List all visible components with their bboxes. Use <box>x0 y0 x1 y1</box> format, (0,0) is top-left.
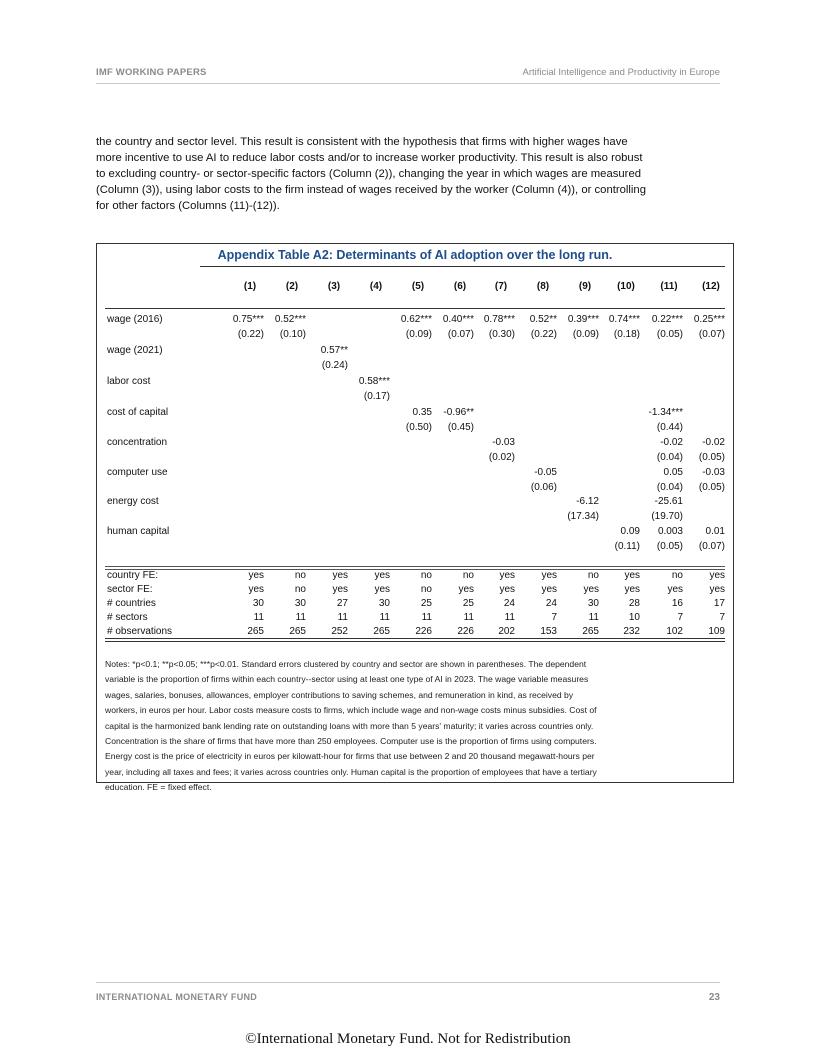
std-error-cell: (0.07) <box>698 329 725 340</box>
std-error-cell: (0.17) <box>363 391 390 402</box>
column-header: (7) <box>494 281 508 292</box>
stat-cell: no <box>587 570 599 581</box>
note-line: workers, in euros per hour. Labor costs measure costs to firms, which include wage and non-wage costs minus subsidies. Cost of <box>105 705 597 716</box>
coefficient-cell: -0.05 <box>534 467 557 478</box>
stat-cell: 17 <box>713 598 725 609</box>
stat-cell: no <box>420 570 432 581</box>
stat-cell: 7 <box>719 612 725 623</box>
coefficient-cell: 0.01 <box>705 526 725 537</box>
coefficient-cell: -0.96** <box>443 407 474 418</box>
stat-cell: no <box>294 584 306 595</box>
table-title: Appendix Table A2: Determinants of AI adoption over the long run. <box>217 248 613 262</box>
stat-cell: 30 <box>587 598 599 609</box>
stat-cell: yes <box>541 584 557 595</box>
stat-cell: 25 <box>420 598 432 609</box>
table-notes <box>105 657 727 796</box>
stat-cell: 265 <box>289 626 306 637</box>
stat-cell: 153 <box>540 626 557 637</box>
stat-cell: 7 <box>551 612 557 623</box>
row-label: cost of capital <box>107 407 169 418</box>
stat-cell: yes <box>374 584 390 595</box>
coefficient-cell: 0.78*** <box>483 314 515 325</box>
stat-cell: 11 <box>337 612 348 623</box>
std-error-cell: (0.24) <box>321 360 348 371</box>
stat-cell: yes <box>624 570 640 581</box>
std-error-cell: (0.04) <box>656 452 683 463</box>
std-error-cell: (0.50) <box>405 422 432 433</box>
copyright-notice: ©International Monetary Fund. Not for Redistribution <box>245 1031 571 1047</box>
stat-label: sector FE: <box>107 584 153 595</box>
coefficient-cell: 0.05 <box>663 467 683 478</box>
row-label: computer use <box>107 467 168 478</box>
note-line: capital is the harmonized bank lending rate on outstanding loans with more than 5 years' maturity; it varies across countries only. <box>105 720 594 731</box>
column-header: (2) <box>285 281 299 292</box>
stat-cell: 16 <box>671 598 683 609</box>
header-rule-bottom <box>105 308 725 309</box>
stat-cell: yes <box>667 584 683 595</box>
regression-table <box>96 243 734 793</box>
stat-cell: 24 <box>503 598 515 609</box>
stat-cell: 30 <box>294 598 306 609</box>
body-line: more incentive to use AI to reduce labor costs and/or to increase worker productivity. This result is also robust <box>96 152 643 164</box>
stat-cell: no <box>671 570 683 581</box>
stat-cell: yes <box>499 570 515 581</box>
stat-cell: 265 <box>247 626 264 637</box>
stat-cell: 7 <box>677 612 683 623</box>
stat-cell: 265 <box>582 626 599 637</box>
notes-top-rule <box>105 641 725 642</box>
coefficient-cell: 0.62*** <box>400 314 432 325</box>
stat-cell: yes <box>332 570 348 581</box>
coef-section-rule <box>105 566 725 567</box>
column-header: (11) <box>660 281 678 292</box>
column-header: (3) <box>327 281 341 292</box>
page-number: 23 <box>708 992 720 1003</box>
coefficient-cell: -25.61 <box>654 496 683 507</box>
coefficient-cell: 0.22*** <box>651 314 683 325</box>
coefficient-cell: 0.52** <box>529 314 557 325</box>
std-error-cell: (0.30) <box>488 329 515 340</box>
note-line: wages, salaries, bonuses, allowances, employer contributions to saving schemes, and remuneration in kind, as received by <box>105 689 574 700</box>
coefficient-cell: 0.35 <box>412 407 432 418</box>
title-underline <box>200 266 725 267</box>
std-error-cell: (19.70) <box>651 511 683 522</box>
coefficient-cell: 0.75*** <box>232 314 264 325</box>
column-header: (9) <box>578 281 592 292</box>
stat-cell: 11 <box>421 612 432 623</box>
std-error-cell: (0.07) <box>447 329 474 340</box>
stat-cell: 28 <box>628 598 640 609</box>
row-label: energy cost <box>107 496 159 507</box>
stat-cell: yes <box>624 584 640 595</box>
stat-cell: 11 <box>504 612 515 623</box>
body-line: the country and sector level. This result is consistent with the hypothesis that firms with higher wages have <box>96 136 628 148</box>
column-header: (6) <box>453 281 467 292</box>
std-error-cell: (17.34) <box>567 511 599 522</box>
std-error-cell: (0.18) <box>613 329 640 340</box>
stat-cell: yes <box>374 570 390 581</box>
stat-cell: 25 <box>462 598 474 609</box>
std-error-cell: (0.45) <box>447 422 474 433</box>
stat-cell: 11 <box>253 612 264 623</box>
stat-cell: yes <box>709 584 725 595</box>
row-label: human capital <box>107 526 170 537</box>
row-label: concentration <box>107 437 168 448</box>
body-line: to excluding country- or sector-specific factors (Column (2)), changing the year in which wages are measured <box>96 168 642 180</box>
std-error-cell: (0.05) <box>698 452 725 463</box>
stat-cell: no <box>294 570 306 581</box>
stat-cell: 252 <box>331 626 348 637</box>
note-line: variable is the proportion of firms within each country--sector using at least one type of AI in 2023. The wage variable measures <box>105 674 589 685</box>
stat-cell: 27 <box>336 598 348 609</box>
stat-cell: 24 <box>545 598 557 609</box>
stat-cell: 265 <box>373 626 390 637</box>
std-error-cell: (0.05) <box>656 329 683 340</box>
stat-cell: 11 <box>463 612 474 623</box>
stats-bottom-rule <box>105 638 725 639</box>
stat-cell: 11 <box>379 612 390 623</box>
column-header: (4) <box>369 281 383 292</box>
column-header: (12) <box>702 281 720 292</box>
note-line: Energy cost is the price of electricity in euros per kilowatt-hour for firms that use between 2 and 20 thousand megawatt-hours per <box>105 751 595 762</box>
stat-cell: yes <box>248 570 264 581</box>
coefficient-cell: -0.02 <box>660 437 683 448</box>
footer-rule <box>96 982 720 983</box>
std-error-cell: (0.22) <box>237 329 264 340</box>
stat-cell: 226 <box>415 626 432 637</box>
note-line: education. FE = fixed effect. <box>105 782 212 793</box>
stat-label: # observations <box>107 626 173 637</box>
body-line: (Column (3)), using labor costs to the firm instead of wages received by the worker (Column (4)), or controlling <box>96 184 647 196</box>
stat-label: # sectors <box>107 612 148 623</box>
coefficient-cell: 0.40*** <box>442 314 474 325</box>
stat-label: # countries <box>107 598 156 609</box>
running-header-right: Artificial Intelligence and Productivity in Europe <box>522 67 720 78</box>
stat-cell: 11 <box>588 612 599 623</box>
stat-cell: yes <box>541 570 557 581</box>
stat-cell: yes <box>248 584 264 595</box>
footer-left: INTERNATIONAL MONETARY FUND <box>96 992 258 1002</box>
std-error-cell: (0.22) <box>530 329 557 340</box>
stat-cell: yes <box>583 584 599 595</box>
row-label: wage (2016) <box>107 314 163 325</box>
stat-cell: 202 <box>498 626 515 637</box>
column-header: (1) <box>243 281 257 292</box>
coefficient-cell: -0.03 <box>492 437 515 448</box>
stat-cell: 10 <box>628 612 640 623</box>
body-line: for other factors (Columns (11)-(12)). <box>96 200 280 212</box>
column-header: (10) <box>617 281 635 292</box>
coefficient-cell: -0.03 <box>702 467 725 478</box>
std-error-cell: (0.07) <box>698 541 725 552</box>
std-error-cell: (0.05) <box>698 482 725 493</box>
stat-cell: yes <box>332 584 348 595</box>
note-line: Concentration is the share of firms that have more than 250 employees. Computer use is the proportion of firms using computers. <box>105 736 597 747</box>
stat-cell: 30 <box>252 598 264 609</box>
coefficient-cell: -1.34*** <box>648 407 683 418</box>
std-error-cell: (0.05) <box>656 541 683 552</box>
stat-cell: 30 <box>378 598 390 609</box>
stat-cell: 232 <box>623 626 640 637</box>
stat-cell: yes <box>499 584 515 595</box>
std-error-cell: (0.44) <box>656 422 683 433</box>
std-error-cell: (0.02) <box>488 452 515 463</box>
note-line: year, including all taxes and fees; it varies across countries only. Human capital is the proportion of employees that have a tertiary <box>105 766 597 777</box>
stat-label: country FE: <box>107 570 159 581</box>
std-error-cell: (0.09) <box>405 329 432 340</box>
std-error-cell: (0.11) <box>614 541 640 552</box>
coefficient-cell: -6.12 <box>576 496 599 507</box>
std-error-cell: (0.04) <box>656 482 683 493</box>
stat-cell: yes <box>458 584 474 595</box>
std-error-cell: (0.09) <box>572 329 599 340</box>
body-paragraph <box>96 134 720 214</box>
header-rule <box>96 83 720 84</box>
stat-cell: yes <box>709 570 725 581</box>
coefficient-cell: 0.58*** <box>358 376 390 387</box>
running-header-left: IMF WORKING PAPERS <box>96 67 207 78</box>
std-error-cell: (0.10) <box>279 329 306 340</box>
stat-cell: no <box>420 584 432 595</box>
coefficient-cell: 0.57** <box>320 345 348 356</box>
row-label: wage (2021) <box>107 345 163 356</box>
coefficient-cell: 0.39*** <box>567 314 599 325</box>
coefficient-cell: -0.02 <box>702 437 725 448</box>
coefficient-cell: 0.09 <box>620 526 640 537</box>
std-error-cell: (0.06) <box>530 482 557 493</box>
coefficient-cell: 0.74*** <box>608 314 640 325</box>
row-label: labor cost <box>107 376 151 387</box>
column-header: (8) <box>536 281 550 292</box>
stat-cell: 109 <box>708 626 725 637</box>
coefficient-cell: 0.25*** <box>693 314 725 325</box>
stat-cell: 226 <box>457 626 474 637</box>
coefficient-cell: 0.52*** <box>274 314 306 325</box>
stat-cell: 102 <box>666 626 683 637</box>
coefficient-cell: 0.003 <box>657 526 683 537</box>
stat-cell: no <box>462 570 474 581</box>
note-line: Notes: *p<0.1; **p<0.05; ***p<0.01. Standard errors clustered by country and sector are shown in parentheses. The dependent <box>105 659 587 669</box>
column-header: (5) <box>411 281 425 292</box>
stat-cell: 11 <box>295 612 306 623</box>
